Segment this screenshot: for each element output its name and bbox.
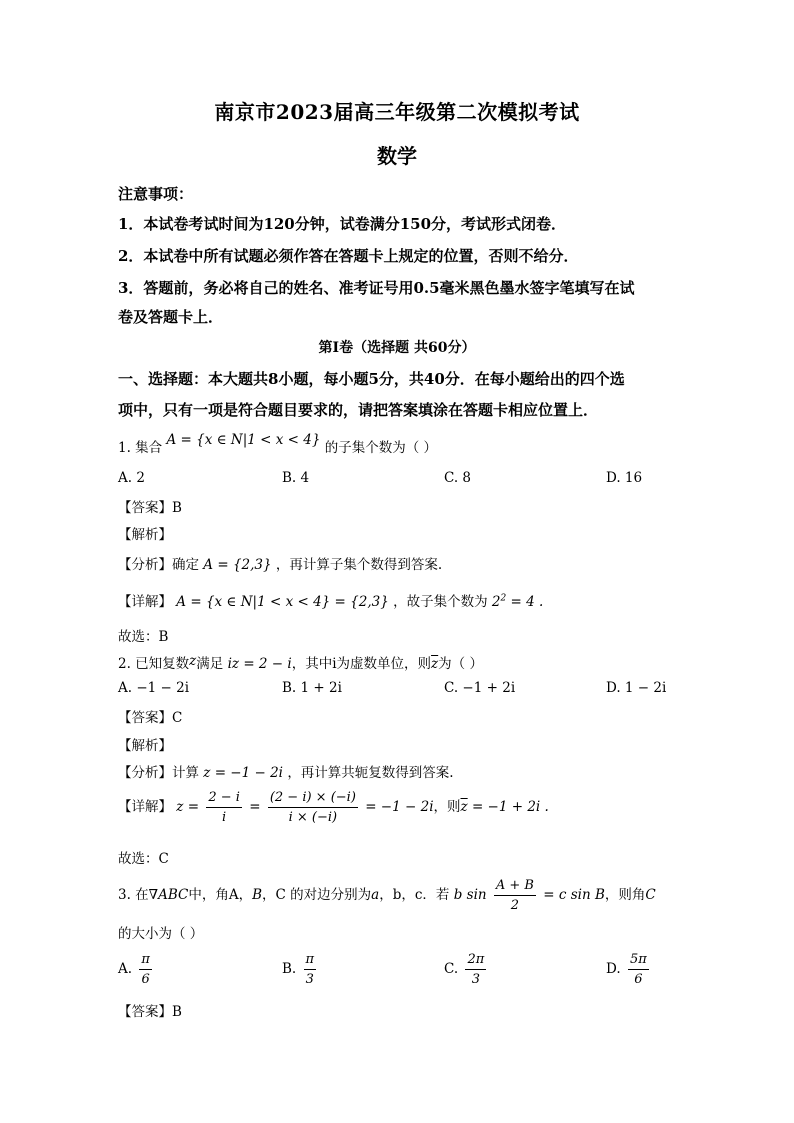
q2-stem-d: ，其中i为虚数单位，则 <box>291 656 432 672</box>
q1-option-c: C. 8 <box>444 470 472 486</box>
q2-stem-a: 2. 已知复数 <box>118 656 190 672</box>
q2-option-d: D. 1 − 2i <box>606 680 667 696</box>
q1-analysis-label: 【解析】 <box>118 527 172 543</box>
notice-item-3-cont: 卷及答题卡上． <box>118 308 224 326</box>
exam-title: 南京市2023届高三年级第二次模拟考试 <box>214 100 580 124</box>
q2-frac-1-den: i <box>222 810 227 825</box>
q3-stem-a: 3. 在 <box>118 887 149 903</box>
q3-stem-c: ，C 的对边分别为 <box>262 887 372 903</box>
section-intro-1: 一、选择题：本大题共8小题，每小题5分，共40分．在每小题给出的四个选 <box>118 370 625 388</box>
q2-frac-1-num: 2 − i <box>206 790 242 808</box>
q2-conclusion: 故选：C <box>118 851 169 867</box>
q3-option-b <box>282 952 319 987</box>
q1-suffix: 的子集个数为（ ） <box>324 440 438 456</box>
q1-prefix: 1. 集合 <box>118 440 163 456</box>
q3-option-b-label: B. <box>282 961 297 977</box>
q3-answer: 【答案】B <box>118 1004 182 1020</box>
q2-stem-e: 为（ ） <box>438 656 483 672</box>
q3-frac <box>494 878 536 913</box>
q3-option-a <box>118 952 155 987</box>
q3-option-a-num: π <box>139 952 152 970</box>
q2-stem: 2. 已知复数z满足 iz = 2 − i，其中i为虚数单位，则$\overline{z}$为（ ） <box>118 653 483 672</box>
q1-conclusion: 故选：B <box>118 629 169 645</box>
q1-detail-end: = 4 . <box>510 594 544 610</box>
q3-stem-line2: 的大小为（ ） <box>118 926 204 942</box>
section-title: 第Ⅰ卷（选择题 共60分） <box>318 340 476 356</box>
q3-frac-den: 2 <box>510 898 520 913</box>
q2-frac-2-num: (2 − i) × (−i) <box>268 790 358 808</box>
q2-stem-b: 满足 <box>196 656 224 672</box>
q1-fenxi-expr: A = {2,3} <box>203 557 272 573</box>
q2-option-c: C. −1 + 2i <box>444 680 516 696</box>
q1-set-expr: A = {x ∈ N|1 < x < 4} <box>166 432 321 448</box>
section-intro-2: 项中，只有一项是符合题目要求的，请把答案填涂在答题卡相应位置上． <box>118 401 599 419</box>
q1-detail-expr: A = {x ∈ N|1 < x < 4} = {2,3} <box>176 594 389 610</box>
q2-frac-1 <box>206 790 242 825</box>
q3-stem-d: ，b，c．若 <box>379 887 450 903</box>
q1-answer: 【答案】B <box>118 500 182 516</box>
q2-stem-expr: iz = 2 − i <box>227 656 292 672</box>
q1-detail-label: 【详解】 <box>118 594 172 610</box>
q3-option-b-num: π <box>304 952 317 970</box>
notice-item-1: 1．本试卷考试时间为120分钟，试卷满分150分，考试形式闭卷． <box>118 215 567 233</box>
q1-fenxi-rest: ，再计算子集个数得到答案. <box>275 557 443 573</box>
q3-option-c-label: C. <box>444 961 459 977</box>
q2-fenxi-label: 【分析】计算 <box>118 765 199 781</box>
q3-option-c-num: 2π <box>465 952 486 970</box>
q1-option-d: D. 16 <box>606 470 643 486</box>
q2-frac-2-den: i × (−i) <box>288 810 338 825</box>
notice-item-2: 2．本试卷中所有试题必须作答在答题卡上规定的位置，否则不给分． <box>118 247 579 265</box>
q3-option-a-label: A. <box>118 961 133 977</box>
q2-fenxi-rest: ，再计算共轭复数得到答案. <box>287 765 454 781</box>
q3-triangle: ∇ABC <box>148 887 189 903</box>
q2-detail-result: = −1 − 2i <box>365 799 434 815</box>
q2-option-a: A. −1 − 2i <box>118 680 190 696</box>
q3-stem: 3. 在∇ABC中，角A，B，C 的对边分别为a，b，c．若 b sin $\frac{A + B}{2}$ = c sin B，则角C <box>118 878 656 913</box>
q2-detail-then: ，则 <box>433 799 461 815</box>
q2-option-b: B. 1 + 2i <box>282 680 342 696</box>
q3-stem-e: = c sin B <box>543 887 605 903</box>
q3-option-d <box>606 952 652 987</box>
q3-option-c-den: 3 <box>471 972 480 987</box>
q3-option-d-label: D. <box>606 961 621 977</box>
q3-option-a-den: 6 <box>141 972 150 987</box>
q3-stem-b: 中，角A， <box>188 887 253 903</box>
q3-option-c <box>444 952 489 987</box>
q1-fenxi-label: 【分析】确定 <box>118 557 199 573</box>
q3-option-d-den: 6 <box>634 972 643 987</box>
notice-item-3: 3．答题前，务必将自己的姓名、准考证号用0.5毫米黑色墨水签字笔填写在试 <box>118 279 635 297</box>
q1-fenxi <box>118 553 442 573</box>
q2-answer: 【答案】C <box>118 710 183 726</box>
q1-detail: 【详解】 A = {x ∈ N|1 < x < 4} = {2,3} ，故子集个数为 $2^2 = 4$ . <box>118 593 544 610</box>
q2-analysis-label: 【解析】 <box>118 738 172 754</box>
q2-detail-label: 【详解】 <box>118 799 172 815</box>
q2-detail-conj: = −1 + 2i . <box>471 799 549 815</box>
q3-frac-num: A + B <box>494 878 536 896</box>
q3-option-b-den: 3 <box>305 972 314 987</box>
notice-heading: 注意事项： <box>118 185 194 203</box>
q1-option-a: A. 2 <box>118 470 145 486</box>
q1-stem <box>118 432 438 456</box>
q2-detail: 【详解】 z = $\frac{2 - i}{i}$ = $\frac{(2 - i) \times (-i)}{i \times (-i)}$ = −1 − 2i，则$\overline{z} = -1 + 2i$ . <box>118 790 549 825</box>
q3-option-d-num: 5π <box>628 952 649 970</box>
subject-title: 数学 <box>377 144 417 168</box>
q2-frac-2 <box>268 790 358 825</box>
q1-detail-mid: ，故子集个数为 <box>393 594 488 610</box>
q1-option-b: B. 4 <box>282 470 310 486</box>
q3-stem-f: ，则角 <box>604 887 646 903</box>
q2-fenxi-expr: z = −1 − 2i <box>203 765 284 781</box>
q2-fenxi <box>118 761 454 781</box>
